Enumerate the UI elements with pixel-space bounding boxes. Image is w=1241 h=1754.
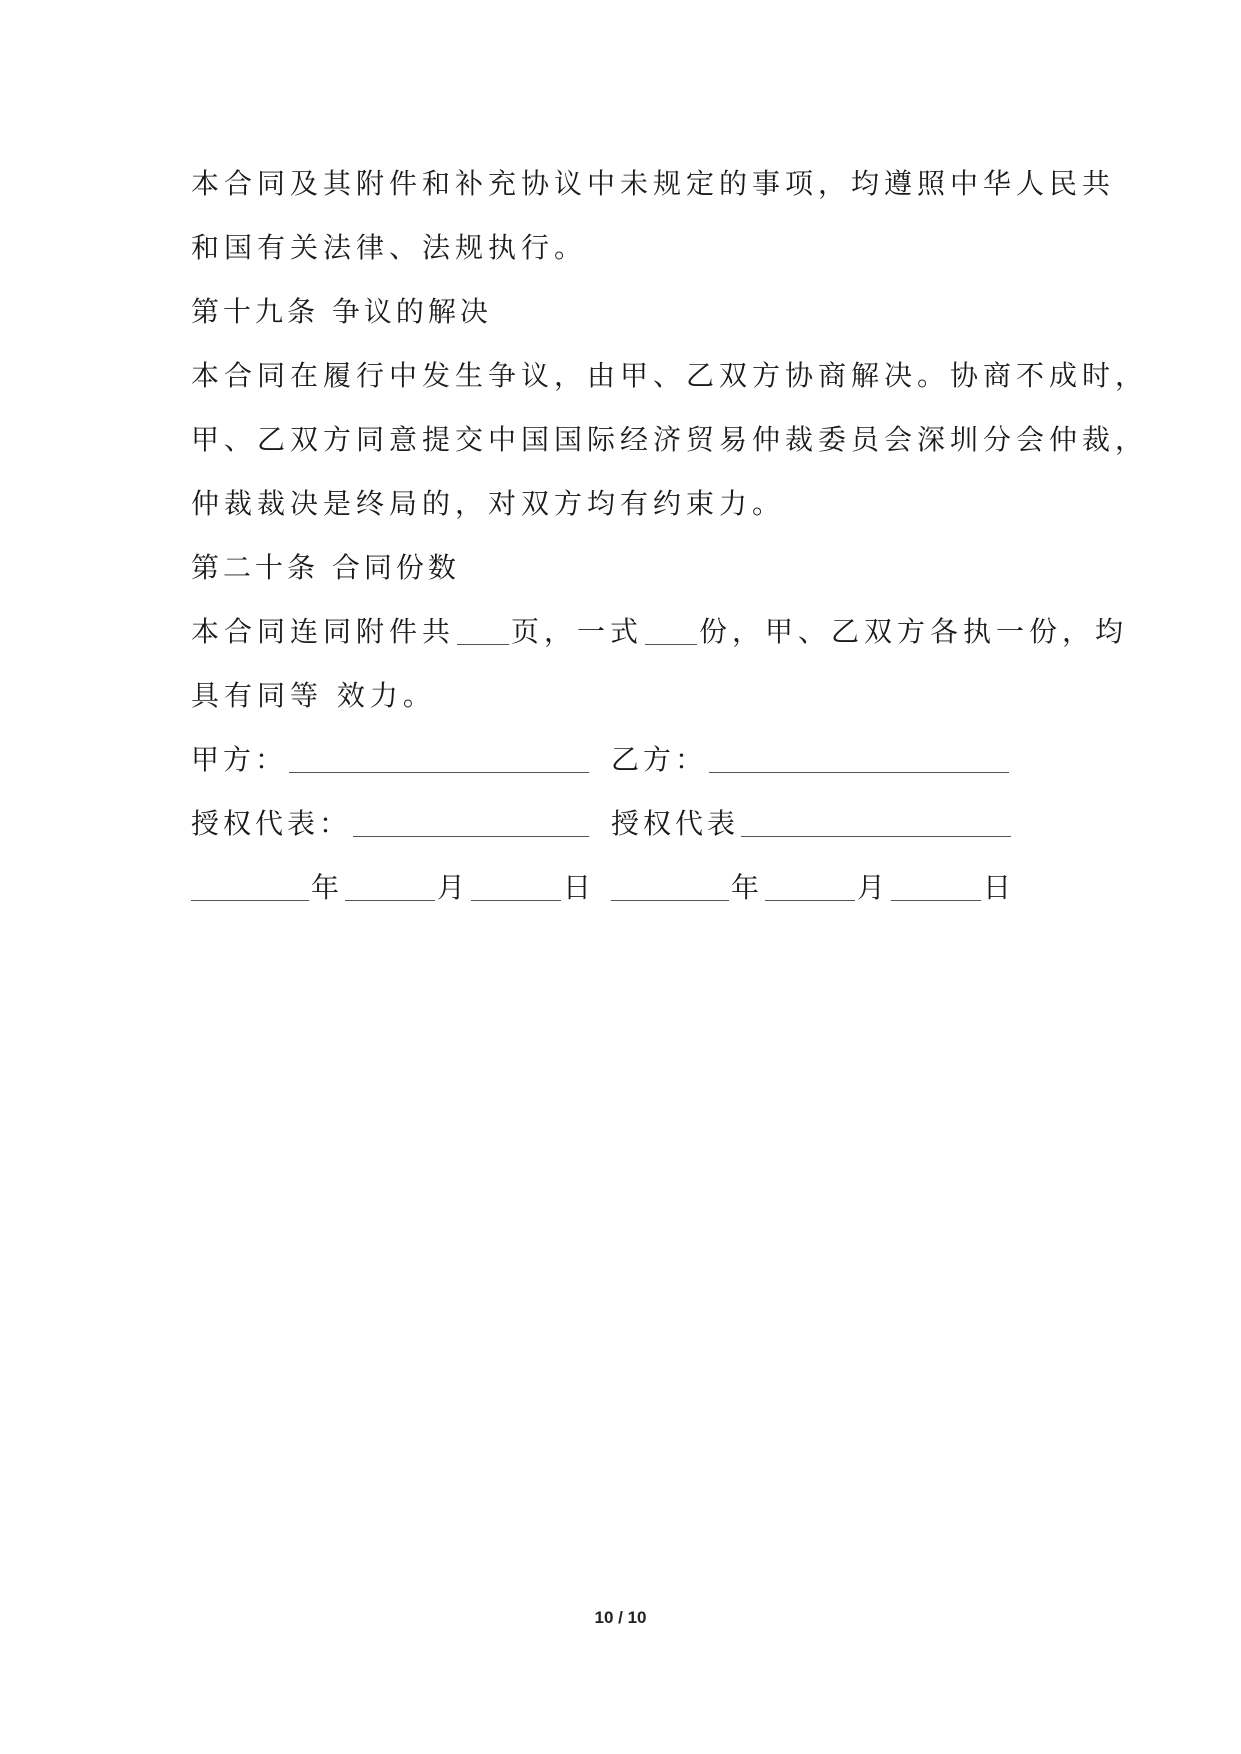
article-19-line: 甲、乙双方同意提交中国国际经济贸易仲裁委员会深圳分会仲裁， — [191, 423, 1149, 456]
article-20-text: 份，甲、乙双方各执一份，均 — [699, 615, 1129, 648]
day-blank[interactable] — [891, 870, 981, 901]
month-label: 月 — [437, 871, 470, 904]
rep-a-label: 授权代表： — [191, 807, 352, 840]
document-body — [191, 152, 1149, 920]
page-number: 10 / 10 — [594, 1608, 647, 1627]
year-blank[interactable] — [611, 870, 729, 901]
article-19-line: 本合同在履行中发生争议，由甲、乙双方协商解决。协商不成时， — [191, 359, 1149, 392]
day-label: 日 — [983, 871, 1016, 904]
article-19-line: 仲裁裁决是终局的，对双方均有约束力。 — [191, 487, 786, 520]
party-a-date — [191, 856, 611, 920]
representative-signature-row — [191, 792, 1071, 856]
year-blank[interactable] — [191, 870, 309, 901]
article-20-text: 页，一式 — [511, 615, 644, 648]
article-20-text: 本合同连同附件共 — [191, 615, 456, 648]
date-row — [191, 856, 1071, 920]
paragraph-line: 和国有关法律、法规执行。 — [191, 231, 588, 264]
party-b-label: 乙方： — [611, 743, 708, 776]
day-label: 日 — [563, 871, 596, 904]
rep-b-signature — [611, 792, 1031, 856]
rep-a-signature — [191, 792, 611, 856]
article-20-heading: 第二十条 合同份数 — [191, 551, 460, 584]
year-label: 年 — [731, 871, 764, 904]
rep-a-blank[interactable] — [353, 806, 589, 837]
party-signature-row — [191, 728, 1071, 792]
month-blank[interactable] — [345, 870, 435, 901]
rep-b-blank[interactable] — [741, 806, 1011, 837]
day-blank[interactable] — [471, 870, 561, 901]
party-b-signature — [611, 728, 1031, 792]
article-20-line: 具有同等 效力。 — [191, 679, 436, 712]
year-label: 年 — [311, 871, 344, 904]
pages-count-blank[interactable] — [457, 614, 509, 645]
rep-b-label: 授权代表 — [611, 807, 740, 840]
month-label: 月 — [857, 871, 890, 904]
paragraph-line: 本合同及其附件和补充协议中未规定的事项，均遵照中华人民共 — [191, 167, 1116, 200]
party-a-signature — [191, 728, 611, 792]
month-blank[interactable] — [765, 870, 855, 901]
copies-count-blank[interactable] — [645, 614, 697, 645]
party-a-label: 甲方： — [191, 743, 288, 776]
party-a-blank[interactable] — [289, 742, 589, 773]
party-b-blank[interactable] — [709, 742, 1009, 773]
party-b-date — [611, 856, 1031, 920]
article-19-heading: 第十九条 争议的解决 — [191, 295, 492, 328]
article-20-line — [191, 600, 1129, 664]
